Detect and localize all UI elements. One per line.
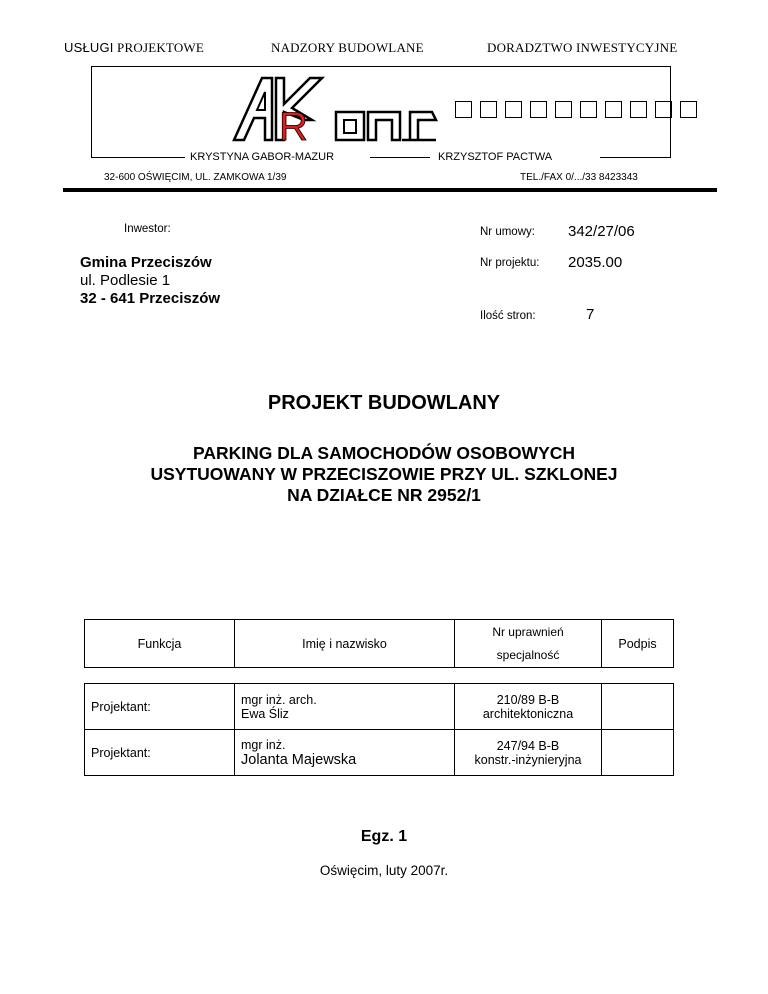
subject-line-2: USYTUOWANY W PRZECISZOWIE PRZY UL. SZKLONEJ bbox=[150, 464, 618, 484]
row-signature bbox=[602, 684, 674, 730]
logo-box bbox=[480, 101, 497, 118]
place-and-date: Oświęcim, luty 2007r. bbox=[319, 863, 449, 878]
frame-base-line-right bbox=[600, 157, 671, 158]
logo-r-letter: R bbox=[279, 105, 308, 144]
project-value: 2035.00 bbox=[568, 254, 623, 271]
row-signature bbox=[602, 730, 674, 776]
header-signature: Podpis bbox=[602, 620, 674, 668]
investor-label: Inwestor: bbox=[124, 223, 171, 235]
subject-line-1: PARKING DLA SAMOCHODÓW OSOBOWYCH bbox=[192, 443, 576, 463]
logo-box bbox=[580, 101, 597, 118]
investor-name: Gmina Przeciszów bbox=[80, 254, 212, 271]
row-license-number: 247/94 B-B bbox=[496, 738, 560, 753]
subject-line-3: NA DZIAŁCE NR 2952/1 bbox=[287, 485, 481, 505]
copy-number: Egz. 1 bbox=[360, 828, 408, 845]
logo-box bbox=[505, 101, 522, 118]
company-phone: TEL./FAX 0/.../33 8423343 bbox=[520, 172, 638, 183]
contract-label: Nr umowy: bbox=[480, 226, 535, 238]
header-license bbox=[455, 620, 602, 668]
header-function: Funkcja bbox=[85, 620, 235, 668]
logo-box bbox=[655, 101, 672, 118]
header-name: Imię i nazwisko bbox=[235, 620, 455, 668]
pages-value: 7 bbox=[586, 306, 595, 323]
row-function: Projektant: bbox=[85, 730, 235, 776]
row-license-specialty: konstr.-inżynieryjna bbox=[474, 752, 582, 767]
logo-box bbox=[630, 101, 647, 118]
company-address: 32-600 OŚWIĘCIM, UL. ZAMKOWA 1/39 bbox=[104, 172, 287, 183]
signature-table bbox=[84, 683, 674, 776]
header-rule bbox=[63, 188, 717, 192]
row-person bbox=[235, 730, 455, 776]
frame-top-line bbox=[91, 66, 670, 67]
investor-city: 32 - 641 Przeciszów bbox=[80, 290, 221, 307]
row-license bbox=[455, 730, 602, 776]
logo-box bbox=[455, 101, 472, 118]
table-row bbox=[85, 730, 674, 776]
row-license-specialty: architektoniczna bbox=[482, 706, 574, 721]
arkon-logo bbox=[232, 74, 440, 144]
row-person-name: Jolanta Majewska bbox=[241, 751, 357, 768]
service-design-rest: PROJEKTOWE bbox=[113, 40, 205, 55]
row-license-number: 210/89 B-B bbox=[496, 692, 560, 707]
project-label: Nr projektu: bbox=[480, 257, 540, 269]
owner-krystyna: KRYSTYNA GABOR-MAZUR bbox=[190, 151, 335, 163]
signature-table-header bbox=[84, 619, 674, 668]
row-person-name: Ewa Śliz bbox=[241, 706, 289, 721]
logo-box bbox=[680, 101, 697, 118]
logo-box-row bbox=[455, 101, 697, 118]
logo-box bbox=[605, 101, 622, 118]
row-person-title: mgr inż. arch. bbox=[241, 692, 317, 707]
row-function: Projektant: bbox=[85, 684, 235, 730]
header-license-specialty: specjalność bbox=[496, 648, 560, 662]
header-license-number: Nr uprawnień bbox=[492, 625, 564, 639]
table-row bbox=[85, 684, 674, 730]
service-consulting: DORADZTWO INWESTYCYJNE bbox=[487, 40, 678, 55]
logo-box bbox=[530, 101, 547, 118]
investor-street: ul. Podlesie 1 bbox=[80, 272, 171, 289]
document-title: PROJEKT BUDOWLANY bbox=[267, 392, 501, 414]
frame-base-line-left bbox=[91, 157, 185, 158]
service-design: USŁUGI PROJEKTOWE bbox=[64, 40, 205, 55]
logo-box bbox=[555, 101, 572, 118]
row-person-title: mgr inż. bbox=[241, 737, 286, 752]
service-supervision: NADZORY BUDOWLANE bbox=[271, 40, 424, 55]
pages-label: Ilość stron: bbox=[480, 310, 536, 322]
owner-krzysztof: KRZYSZTOF PACTWA bbox=[438, 151, 553, 163]
row-person bbox=[235, 684, 455, 730]
frame-left-line bbox=[91, 66, 92, 158]
contract-value: 342/27/06 bbox=[568, 223, 635, 240]
frame-base-line-middle bbox=[370, 157, 430, 158]
row-license bbox=[455, 684, 602, 730]
